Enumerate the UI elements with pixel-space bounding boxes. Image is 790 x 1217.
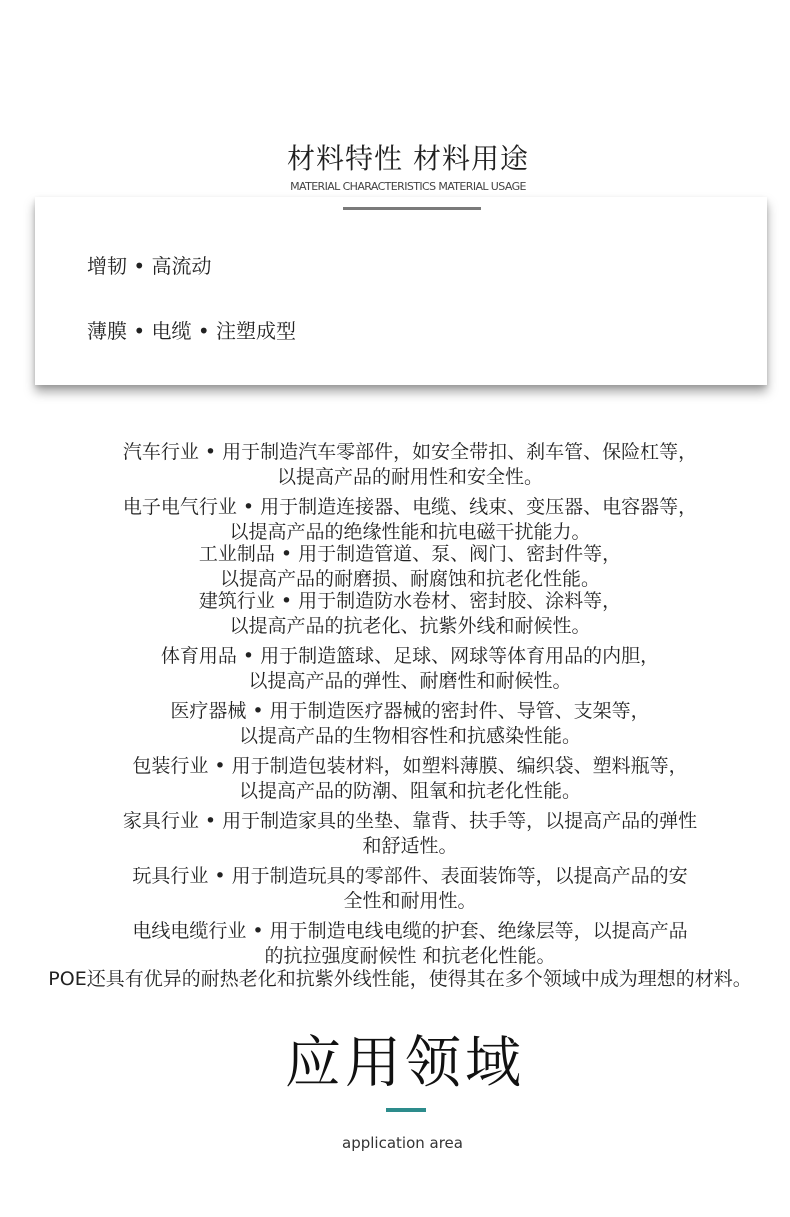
application-line: 和舒适性。 <box>362 835 458 857</box>
feature-line-1: 增韧 • 高流动 <box>87 254 212 278</box>
application-item <box>72 495 748 545</box>
section-title: 材料特性 材料用途 <box>287 142 529 175</box>
application-line: 玩具行业 • 用于制造玩具的零部件、表面装饰等，以提高产品的安 <box>132 865 688 887</box>
application-item <box>72 699 748 749</box>
application-item <box>72 589 748 639</box>
applications-list <box>72 440 748 974</box>
application-area-title: 应用领域 <box>285 1031 525 1096</box>
application-line: 电线电缆行业 • 用于制造电线电缆的护套、绝缘层等，以提高产品 <box>132 920 688 942</box>
application-line: 以提高产品的绝缘性能和抗电磁干扰能力。 <box>229 521 591 543</box>
application-line: 以提高产品的弹性、耐磨性和耐候性。 <box>248 670 572 692</box>
application-line: 以提高产品的耐用性和安全性。 <box>276 466 543 488</box>
application-item <box>72 644 748 694</box>
application-line: 以提高产品的抗老化、抗紫外线和耐候性。 <box>229 615 591 637</box>
title-accent-bar <box>386 1108 426 1112</box>
application-item <box>72 919 748 969</box>
feature-line-2: 薄膜 • 电缆 • 注塑成型 <box>87 319 297 343</box>
application-line: 工业制品 • 用于制造管道、泵、阀门、密封件等， <box>198 543 622 565</box>
features-card <box>35 197 767 385</box>
application-line: 包装行业 • 用于制造包装材料，如塑料薄膜、编织袋、塑料瓶等， <box>132 755 688 777</box>
title-underline <box>343 207 481 210</box>
application-item <box>72 754 748 804</box>
section-subtitle: MATERIAL CHARACTERISTICS MATERIAL USAGE <box>290 180 526 193</box>
summary-text: POE还具有优异的耐热老化和抗紫外线性能，使得其在多个领域中成为理想的材料。 <box>48 968 752 990</box>
application-line: 以提高产品的耐磨损、耐腐蚀和抗老化性能。 <box>219 568 600 590</box>
application-line: 以提高产品的生物相容性和抗感染性能。 <box>238 725 581 747</box>
application-item <box>72 440 748 490</box>
application-item <box>72 864 748 914</box>
application-line: 电子电气行业 • 用于制造连接器、电缆、线束、变压器、电容器等， <box>122 496 698 518</box>
application-item <box>72 542 748 592</box>
application-line: 汽车行业 • 用于制造汽车零部件，如安全带扣、刹车管、保险杠等， <box>122 441 698 463</box>
application-area-subtitle: application area <box>342 1134 463 1152</box>
application-line: 体育用品 • 用于制造篮球、足球、网球等体育用品的内胆， <box>160 645 660 667</box>
application-line: 家具行业 • 用于制造家具的坐垫、靠背、扶手等，以提高产品的弹性 <box>122 810 698 832</box>
application-line: 全性和耐用性。 <box>343 890 477 912</box>
application-item <box>72 809 748 859</box>
application-line: 的抗拉强度耐候性 和抗老化性能。 <box>264 945 556 967</box>
application-line: 医疗器械 • 用于制造医疗器械的密封件、导管、支架等， <box>170 700 650 722</box>
application-line: 建筑行业 • 用于制造防水卷材、密封胶、涂料等， <box>198 590 622 612</box>
application-line: 以提高产品的防潮、阻氧和抗老化性能。 <box>238 780 581 802</box>
